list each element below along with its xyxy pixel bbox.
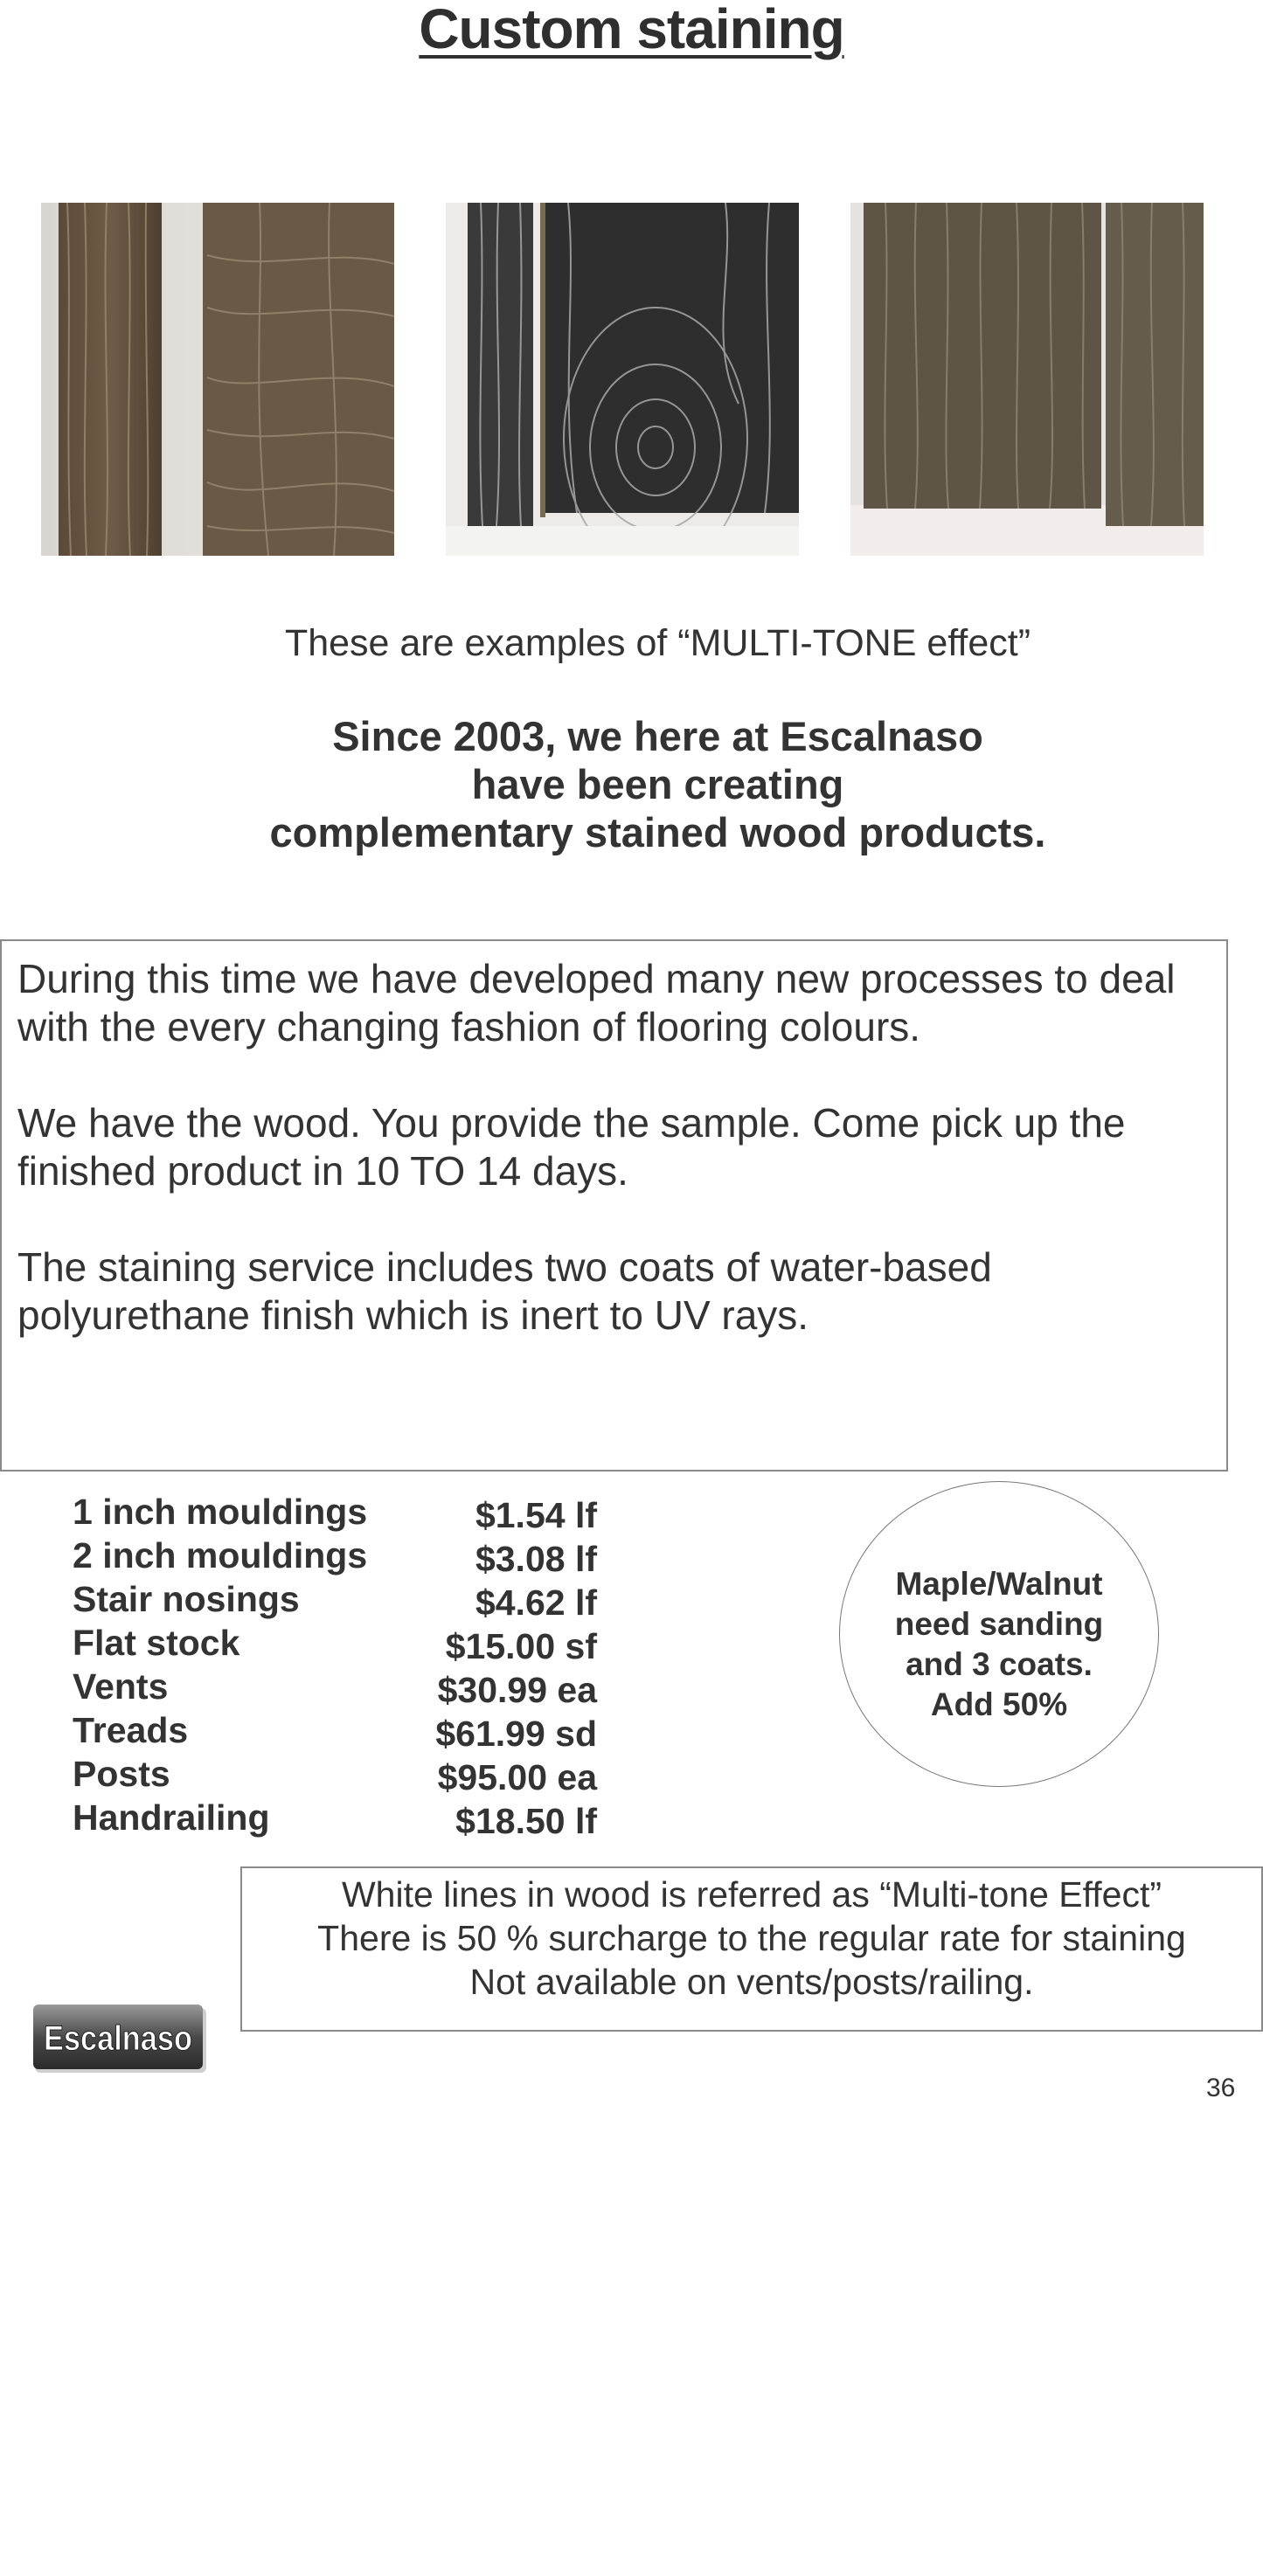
price-value: $61.99 sd bbox=[435, 1714, 597, 1754]
page-number: 36 bbox=[1206, 2074, 1236, 2102]
price-row bbox=[73, 1708, 597, 1752]
gallery-caption: These are examples of “MULTI-TONE effect” bbox=[284, 622, 1031, 664]
price-row bbox=[73, 1621, 597, 1665]
price-value: $18.50 lf bbox=[455, 1801, 597, 1841]
price-value: $15.00 sf bbox=[445, 1626, 597, 1666]
price-row bbox=[73, 1490, 597, 1534]
price-row bbox=[73, 1534, 597, 1577]
escalnaso-logo bbox=[33, 2001, 208, 2078]
notice-line: Not available on vents/posts/railing. bbox=[469, 1962, 1034, 2002]
info-paragraph: The staining service includes two coats of water-based polyurethane finish which is inert to UV rays. bbox=[17, 1244, 992, 1338]
page-title: Custom staining bbox=[419, 0, 844, 60]
circle-line: Maple/Walnut bbox=[895, 1566, 1103, 1602]
info-paragraph: We have the wood. You provide the sample. Come pick up the finished product in 10 TO 14 days. bbox=[17, 1100, 1126, 1194]
price-value: $3.08 lf bbox=[475, 1539, 597, 1579]
price-item: Posts bbox=[73, 1754, 170, 1794]
notice-line: There is 50 % surcharge to the regular rate for staining bbox=[317, 1918, 1186, 1958]
circle-line: need sanding bbox=[894, 1606, 1104, 1642]
price-value: $1.54 lf bbox=[475, 1495, 597, 1535]
price-row bbox=[73, 1665, 597, 1708]
grey-brown-multitone-sample-image bbox=[850, 203, 1204, 556]
surcharge-circle-text bbox=[839, 1564, 1159, 1725]
price-item: Stair nosings bbox=[73, 1579, 300, 1619]
brown-multitone-sample-image bbox=[41, 203, 394, 556]
logo-text: Escalnaso bbox=[44, 2019, 192, 2058]
multitone-notice-box bbox=[240, 1866, 1263, 2032]
black-multitone-sample-image bbox=[446, 203, 799, 556]
intro-heading bbox=[0, 712, 1263, 856]
price-item: Treads bbox=[73, 1710, 189, 1750]
price-item: 2 inch mouldings bbox=[73, 1535, 368, 1575]
price-list bbox=[73, 1490, 597, 1839]
circle-line: Add 50% bbox=[930, 1686, 1068, 1722]
circle-line: and 3 coats. bbox=[906, 1646, 1093, 1682]
intro-line: complementary stained wood products. bbox=[269, 809, 1046, 855]
price-value: $30.99 ea bbox=[437, 1670, 597, 1710]
price-value: $95.00 ea bbox=[437, 1757, 597, 1797]
price-item: Vents bbox=[73, 1666, 169, 1707]
price-row bbox=[73, 1577, 597, 1621]
notice-line: White lines in wood is referred as “Multi-tone Effect” bbox=[341, 1874, 1162, 1915]
price-row bbox=[73, 1796, 597, 1839]
price-value: $4.62 lf bbox=[475, 1582, 597, 1623]
price-row bbox=[73, 1752, 597, 1796]
info-box bbox=[0, 939, 1228, 1472]
price-item: Handrailing bbox=[73, 1797, 270, 1838]
price-item: 1 inch mouldings bbox=[73, 1492, 368, 1532]
info-paragraph: During this time we have developed many new processes to deal with the every changing fashion of flooring colours. bbox=[17, 956, 1176, 1049]
intro-line: Since 2003, we here at Escalnaso bbox=[332, 713, 983, 759]
intro-line: have been creating bbox=[471, 761, 844, 807]
price-item: Flat stock bbox=[73, 1623, 240, 1663]
